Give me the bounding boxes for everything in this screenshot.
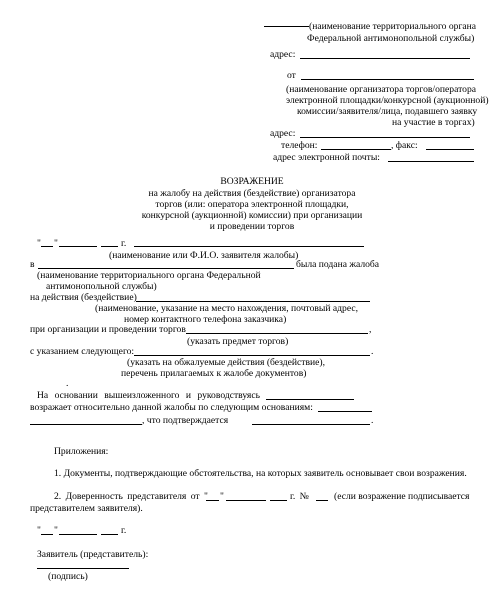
signature-date-quote-open: " (37, 525, 41, 536)
phone-label: телефон: (281, 140, 318, 151)
customer-line (136, 301, 370, 302)
fax-label: , факс: (391, 140, 418, 151)
confirmed-line (252, 424, 370, 425)
signature-year-line (101, 534, 118, 535)
date-month-line (59, 246, 97, 247)
fas-organ-line (38, 268, 294, 269)
confirmed-text: , что подтверждается (142, 415, 229, 426)
basis-text: На основании вышеизложенного и руководствуясь (37, 390, 260, 401)
territorial-organ-caption-2: Федеральной антимонопольной службы) (307, 33, 475, 44)
attachment-item-2-line-2: представителем заявителя). (30, 503, 143, 514)
grounds-line (30, 424, 142, 425)
indication-end-dot: . (371, 346, 374, 357)
paragraph-dot: . (66, 378, 69, 389)
indication-text: с указанием следующего: (30, 346, 135, 357)
attachments-heading: Приложения: (54, 446, 109, 457)
phone-line (321, 149, 391, 150)
address2-label: адрес: (270, 128, 296, 139)
fas-caption-2: антимонопольной службы) (46, 281, 157, 292)
signature-year-label: г. (121, 525, 127, 536)
basis-line (266, 399, 354, 400)
complaint-filed-text: была подана жалоба (296, 259, 380, 270)
appealed-actions-line (134, 355, 370, 356)
organizer-caption-2: электронной площадки/конкурсной (аукционной) (286, 95, 489, 106)
document-title: ВОЗРАЖЕНИЕ (220, 176, 284, 187)
organizer-caption-1: (наименование организатора торгов/оператора (286, 84, 477, 95)
attachment-item-2-condition: (если возражение подписывается (334, 491, 470, 502)
date-day-line (41, 246, 53, 247)
signature-caption: (подпись) (48, 571, 88, 582)
territorial-organ-caption-1: (наименование территориального органа (309, 21, 477, 32)
attachment-item-2-number: г. № (290, 491, 309, 502)
objects-line (318, 411, 372, 412)
signature-month-line (59, 534, 97, 535)
attachment-item-2-start: 2. Доверенность представителя от " (54, 491, 208, 502)
poa-number-line (316, 500, 328, 501)
address-line (300, 58, 470, 59)
address-label: адрес: (270, 49, 296, 60)
signature-line (37, 568, 129, 569)
date-quote-open: " (37, 238, 41, 249)
appealed-caption-2: перечень прилагаемых к жалобе документов) (121, 368, 307, 379)
fas-caption-1: (наименование территориального органа Федеральной (37, 270, 261, 281)
signature-day-line (41, 534, 53, 535)
tender-subject-line (186, 333, 368, 334)
email-line (388, 161, 474, 162)
title-line-4: и проведении торгов (209, 221, 295, 232)
attachment-item-2-quote: " (220, 491, 224, 502)
date-quote-close: " (54, 238, 58, 249)
organizer-caption-4: на участие в торгах) (392, 117, 475, 128)
customer-caption-2: номер контактного телефона заказчика) (124, 314, 287, 325)
date-year-label: г. (121, 238, 127, 249)
objects-text: возражает относительно данной жалобы по следующим основаниям: (30, 402, 313, 413)
applicant-signature-label: Заявитель (представитель): (37, 549, 149, 560)
confirmed-end-dot: . (371, 415, 374, 426)
customer-caption-1: (наименование, указание на место нахождения, почтовый адрес, (95, 303, 358, 314)
poa-month-line (226, 500, 266, 501)
applicant-line (134, 246, 364, 247)
date-year-line (101, 246, 118, 247)
poa-day-line (206, 500, 219, 501)
title-line-2: торгов (или: оператора электронной площадки, (155, 199, 349, 210)
appealed-caption-1: (указать на обжалуемые действия (бездействие), (127, 357, 326, 368)
from-label: от (287, 70, 296, 81)
from-line (301, 79, 474, 80)
territorial-organ-line (264, 26, 309, 27)
in-prefix: в (30, 259, 35, 270)
tender-caption: (указать предмет торгов) (187, 336, 289, 347)
title-line-1: на жалобу на действия (бездействие) организатора (148, 188, 356, 199)
email-label: адрес электронной почты: (273, 152, 380, 163)
signature-date-quote-close: " (54, 525, 58, 536)
title-line-3: конкурсной (аукционной) комиссии) при организации (141, 210, 363, 221)
tender-end-comma: , (369, 324, 372, 335)
attachment-item-1: 1. Документы, подтверждающие обстоятельства, на которых заявитель основывает свои возражения. (54, 468, 467, 479)
during-tender-text: при организации и проведении торгов (30, 324, 186, 335)
fax-line (426, 149, 474, 150)
applicant-caption: (наименование или Ф.И.О. заявителя жалобы) (109, 250, 299, 261)
poa-year-line (270, 500, 287, 501)
organizer-caption-3: комиссии/заявителя/лица, подавшего заявку (297, 106, 478, 117)
address2-line (300, 137, 470, 138)
actions-prefix: на действия (бездействие) (30, 292, 137, 303)
